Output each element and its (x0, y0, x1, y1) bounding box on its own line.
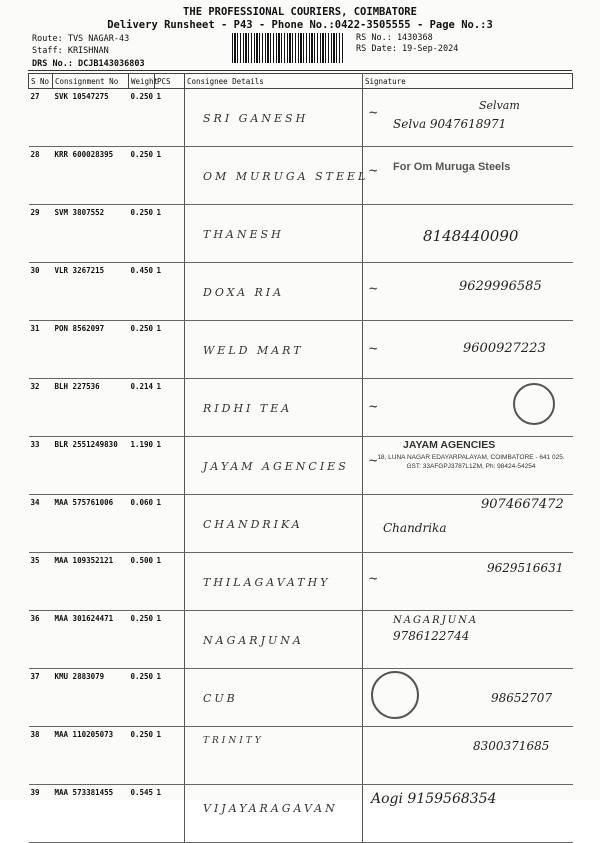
tick-mark: ~ (369, 571, 378, 587)
row-sno: 37 (29, 669, 53, 727)
consignee-handwriting: THILAGAVATHY (203, 576, 331, 589)
route-label: Route: TVS NAGAR-43 (32, 34, 130, 44)
row-consignee (185, 147, 369, 205)
row-consignee (185, 495, 363, 553)
drs-number: DRS No.: DCJB143036803 (32, 59, 145, 69)
row-signature (363, 321, 573, 379)
seal-stamp (513, 383, 555, 425)
row-pcs: 1 (155, 727, 185, 785)
row-weight: 0.500 (129, 553, 155, 611)
consignee-handwriting: OM MURUGA STEEL (203, 170, 369, 183)
col-signature: Signature (363, 74, 573, 89)
row-weight: 0.545 (129, 785, 155, 843)
consignee-handwriting: SRI GANESH (203, 112, 309, 125)
row-consignee (185, 611, 363, 669)
signature-text: Selva 9047618971 (393, 117, 507, 131)
table-row (29, 147, 573, 205)
consignee-handwriting: RIDHI TEA (203, 402, 293, 415)
consignee-handwriting: WELD MART (203, 344, 304, 357)
row-consignment: MAA 573381455 (53, 785, 129, 843)
row-pcs: 1 (155, 437, 185, 495)
signature-note: Selvam (479, 99, 520, 112)
company-stamp: For Om Muruga Steels (393, 161, 511, 173)
row-consignment: MAA 110205073 (53, 727, 129, 785)
row-pcs: 1 (155, 263, 185, 321)
signature-text: NAGARJUNA (393, 615, 479, 626)
row-signature (363, 785, 573, 843)
row-sno: 36 (29, 611, 53, 669)
signature-text: Aogi 9159568354 (371, 791, 497, 807)
row-pcs: 1 (155, 785, 185, 843)
table-row (29, 321, 573, 379)
row-consignment: MAA 575761006 (53, 495, 129, 553)
row-weight: 0.214 (129, 379, 155, 437)
table-row (29, 89, 573, 147)
row-sno: 38 (29, 727, 53, 785)
signature-text: 8148440090 (423, 227, 519, 245)
agency-stamp: JAYAM AGENCIES (403, 439, 496, 451)
row-weight: 0.250 (129, 89, 155, 147)
row-weight: 0.250 (129, 611, 155, 669)
row-signature (363, 727, 573, 785)
row-pcs: 1 (155, 89, 185, 147)
row-weight: 0.450 (129, 263, 155, 321)
agency-stamp-address: 18, LUNA NAGAR EDAYARPALAYAM, COIMBATORE - 641 025. GST: 33AFGPJ3787L1ZM, Ph: 98424-54254 (377, 454, 565, 470)
staff-label: Staff: KRISHNAN (32, 46, 109, 56)
signature-note: 9074667472 (481, 497, 564, 512)
tick-mark: ~ (369, 105, 378, 121)
row-consignment: MAA 301624471 (53, 611, 129, 669)
row-sno: 28 (29, 147, 53, 205)
row-signature (363, 495, 573, 553)
tick-mark: ~ (369, 453, 378, 469)
row-weight: 0.060 (129, 495, 155, 553)
signature-note: 9786122744 (393, 629, 470, 643)
row-signature (363, 669, 573, 727)
runsheet-subtitle: Delivery Runsheet - P43 - Phone No.:0422-3505555 - Page No.:3 (107, 19, 493, 31)
row-weight: 0.250 (129, 669, 155, 727)
consignee-handwriting: THANESH (203, 228, 284, 241)
row-consignee (185, 89, 363, 147)
rs-number: RS No.: 1430368 (356, 33, 433, 43)
signature-text: 98652707 (491, 691, 553, 705)
consignee-handwriting: TRINITY (203, 736, 264, 746)
row-consignment: SVM 3807552 (53, 205, 129, 263)
row-weight: 0.250 (129, 321, 155, 379)
table-row (29, 727, 573, 785)
table-row (29, 669, 573, 727)
row-pcs: 1 (155, 147, 185, 205)
row-weight: 0.250 (129, 147, 155, 205)
row-sno: 34 (29, 495, 53, 553)
row-sno: 33 (29, 437, 53, 495)
signature-text: Chandrika (383, 521, 447, 535)
row-signature (363, 147, 573, 205)
row-signature (363, 89, 573, 147)
row-signature (363, 263, 573, 321)
row-consignment: MAA 109352121 (53, 553, 129, 611)
row-consignment: KRR 600028395 (53, 147, 129, 205)
row-consignee (185, 321, 363, 379)
col-sno: S No (29, 74, 53, 89)
table-header-row (29, 74, 573, 89)
row-consignment: KMU 2883079 (53, 669, 129, 727)
tick-mark: ~ (369, 163, 378, 179)
table-row (29, 205, 573, 263)
barcode (232, 33, 344, 63)
row-sno: 30 (29, 263, 53, 321)
row-sno: 32 (29, 379, 53, 437)
row-pcs: 1 (155, 611, 185, 669)
row-consignee (185, 263, 363, 321)
row-weight: 1.190 (129, 437, 155, 495)
row-pcs: 1 (155, 669, 185, 727)
table-row (29, 611, 573, 669)
company-title: THE PROFESSIONAL COURIERS, COIMBATORE (183, 6, 417, 18)
table-row (29, 553, 573, 611)
row-pcs: 1 (155, 495, 185, 553)
signature-text: 9600927223 (463, 341, 546, 356)
row-weight: 0.250 (129, 727, 155, 785)
consignee-handwriting: DOXA RIA (203, 286, 285, 299)
row-consignee (185, 379, 363, 437)
col-weight: Weight (129, 74, 155, 89)
row-sno: 27 (29, 89, 53, 147)
rs-date: RS Date: 19-Sep-2024 (356, 44, 459, 54)
runsheet-table (28, 73, 573, 843)
table-row (29, 785, 573, 843)
row-consignee (185, 437, 363, 495)
row-consignee (185, 205, 363, 263)
consignee-handwriting: CHANDRIKA (203, 518, 303, 531)
consignee-handwriting: VIJAYARAGAVAN (203, 802, 338, 815)
row-sno: 31 (29, 321, 53, 379)
table-row (29, 495, 573, 553)
tick-mark: ~ (369, 399, 378, 415)
row-signature (363, 553, 573, 611)
row-sno: 29 (29, 205, 53, 263)
row-signature (363, 205, 573, 263)
col-consignee: Consignee Details (185, 74, 363, 89)
row-pcs: 1 (155, 553, 185, 611)
row-sno: 35 (29, 553, 53, 611)
signature-text: 9629516631 (487, 561, 564, 575)
tick-mark: ~ (369, 281, 378, 297)
col-consignment: Consignment No (53, 74, 129, 89)
signature-text: 8300371685 (473, 739, 550, 753)
tick-mark: ~ (369, 341, 378, 357)
row-consignment: BLR 2551249830 (53, 437, 129, 495)
header-divider (28, 70, 572, 71)
consignee-handwriting: NAGARJUNA (203, 634, 304, 647)
seal-stamp (371, 671, 419, 719)
row-consignment: SVK 10547275 (53, 89, 129, 147)
col-pcs: PCS (155, 74, 185, 89)
row-consignee (185, 727, 363, 785)
row-signature (363, 379, 573, 437)
signature-text: 9629996585 (459, 279, 542, 294)
row-pcs: 1 (155, 379, 185, 437)
row-consignment: BLH 227536 (53, 379, 129, 437)
table-row (29, 437, 573, 495)
row-signature (363, 611, 573, 669)
row-sno: 39 (29, 785, 53, 843)
row-consignee (185, 669, 363, 727)
row-consignment: PON 8562097 (53, 321, 129, 379)
table-row (29, 379, 573, 437)
row-pcs: 1 (155, 321, 185, 379)
consignee-handwriting: JAYAM AGENCIES (203, 460, 349, 473)
consignee-handwriting: CUB (203, 692, 238, 705)
row-consignee (185, 553, 363, 611)
row-consignment: VLR 3267215 (53, 263, 129, 321)
table-row (29, 263, 573, 321)
row-consignee (185, 785, 363, 843)
row-pcs: 1 (155, 205, 185, 263)
row-signature (363, 437, 573, 495)
row-weight: 0.250 (129, 205, 155, 263)
